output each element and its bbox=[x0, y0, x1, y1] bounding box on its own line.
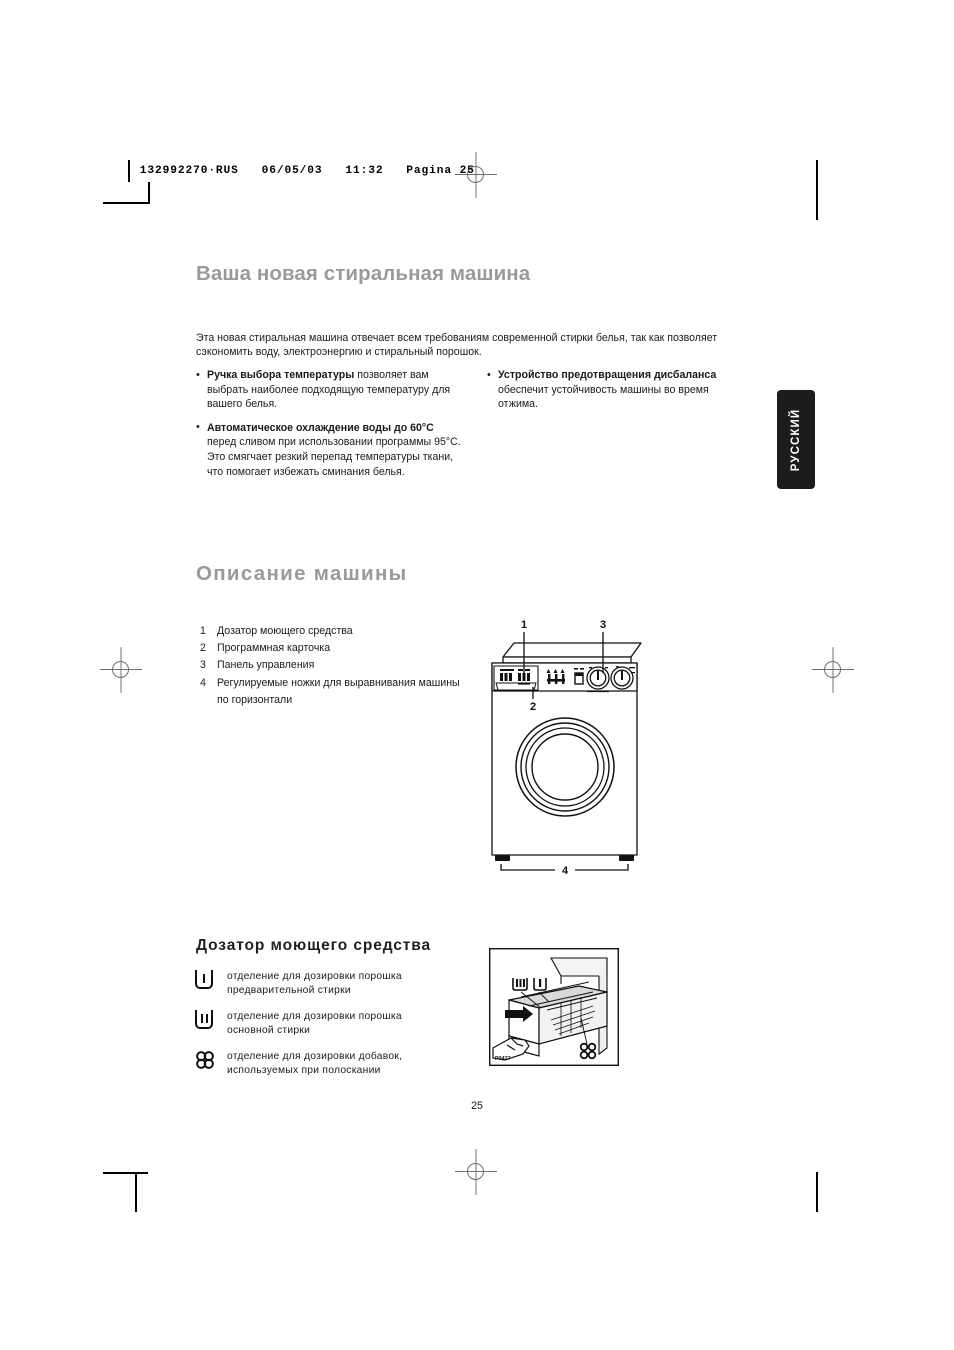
figure-callout-1: 1 bbox=[520, 619, 528, 631]
print-file-header bbox=[128, 160, 475, 182]
registration-mark-bottom bbox=[459, 1155, 493, 1189]
features-bullets-left-column bbox=[196, 368, 461, 479]
machine-part-item bbox=[200, 623, 460, 640]
machine-part-number: 4 bbox=[200, 676, 206, 689]
machine-part-label: Регулируемые ножки для выравнивания машины по горизонтали bbox=[217, 676, 460, 706]
machine-parts-list bbox=[200, 623, 460, 709]
dispenser-section-title: Дозатор моющего средства bbox=[196, 937, 432, 954]
feature-bullet-rest: позволяет вам выбрать наиболее подходящую температуру для вашего белья. bbox=[207, 369, 451, 411]
machine-part-number: 1 bbox=[200, 625, 206, 637]
language-tab bbox=[777, 390, 815, 489]
dispenser-compartment-item bbox=[193, 1049, 443, 1077]
machine-part-item bbox=[200, 640, 460, 657]
dispenser-compartment-item bbox=[193, 969, 443, 997]
feature-bullet bbox=[196, 421, 461, 479]
crop-mark-bottom-left-v bbox=[135, 1172, 137, 1212]
crop-mark-top-left-v bbox=[148, 182, 150, 204]
crop-mark-top-left-h bbox=[103, 202, 148, 204]
machine-part-item bbox=[200, 657, 460, 674]
dispenser-compartment-list bbox=[193, 969, 443, 1078]
print-header-rule bbox=[128, 160, 130, 182]
dispenser-compartment-label: отделение для дозировки порошка предварительной стирки bbox=[227, 971, 402, 996]
description-section-title: Описание машины bbox=[196, 562, 408, 585]
features-section-title: Ваша новая стиральная машина bbox=[196, 262, 531, 285]
machine-part-item bbox=[200, 675, 460, 709]
page-number: 25 bbox=[471, 1100, 483, 1112]
figure-callout-4: 4 bbox=[561, 865, 569, 877]
figure-code-label: P0427 bbox=[495, 1056, 511, 1062]
cup-one-icon bbox=[193, 969, 227, 991]
figure-callout-2: 2 bbox=[529, 701, 537, 713]
registration-mark-right bbox=[816, 653, 850, 687]
features-bullets-right-column bbox=[487, 368, 740, 412]
feature-bullet-lead: Автоматическое охлаждение воды до 60°C bbox=[207, 421, 434, 434]
machine-part-label: Дозатор моющего средства bbox=[217, 625, 353, 637]
crop-mark-bottom-right-v bbox=[816, 1172, 818, 1212]
dispenser-compartment-label: отделение для дозировки порошка основной стирки bbox=[227, 1011, 402, 1036]
dispenser-compartment-label: отделение для дозировки добавок, используемых при полоскании bbox=[227, 1051, 403, 1076]
detergent-drawer-illustration bbox=[489, 948, 619, 1066]
cup-two-icon bbox=[193, 1009, 227, 1031]
crop-mark-top-right-v bbox=[816, 160, 818, 220]
features-intro-paragraph: Эта новая стиральная машина отвечает всем требованиям современной стирки белья, так как позволяет сэкономить воду, электроэнергию и стиральный порошок. bbox=[196, 331, 718, 359]
flower-icon bbox=[193, 1049, 227, 1071]
feature-bullet bbox=[487, 368, 740, 412]
machine-part-number: 2 bbox=[200, 642, 206, 655]
feature-bullet bbox=[196, 368, 461, 412]
machine-part-label: Программная карточка bbox=[217, 642, 331, 655]
machine-part-number: 3 bbox=[200, 659, 206, 672]
dispenser-compartment-item bbox=[193, 1009, 443, 1037]
machine-part-label: Панель управления bbox=[217, 659, 315, 672]
registration-mark-left bbox=[104, 653, 138, 687]
feature-bullet-lead: Ручка выбора температуры bbox=[207, 369, 355, 381]
feature-bullet-rest: обеспечит устойчивость машины во время отжима. bbox=[498, 383, 709, 411]
figure-callout-3: 3 bbox=[599, 619, 607, 631]
washing-machine-diagram bbox=[481, 617, 657, 883]
language-tab-label: РУССКИЙ bbox=[790, 408, 802, 471]
print-header-text: 132992270·RUS 06/05/03 11:32 Pagina 25 bbox=[139, 165, 475, 177]
crop-mark-bottom-left-h bbox=[103, 1172, 148, 1174]
feature-bullet-rest: перед сливом при использовании программы 95°C. Это смягчает резкий перепад температуры ткани, что помогает избежать сминания белья. bbox=[207, 436, 461, 478]
feature-bullet-lead: Устройство предотвращения дисбаланса bbox=[498, 369, 717, 381]
